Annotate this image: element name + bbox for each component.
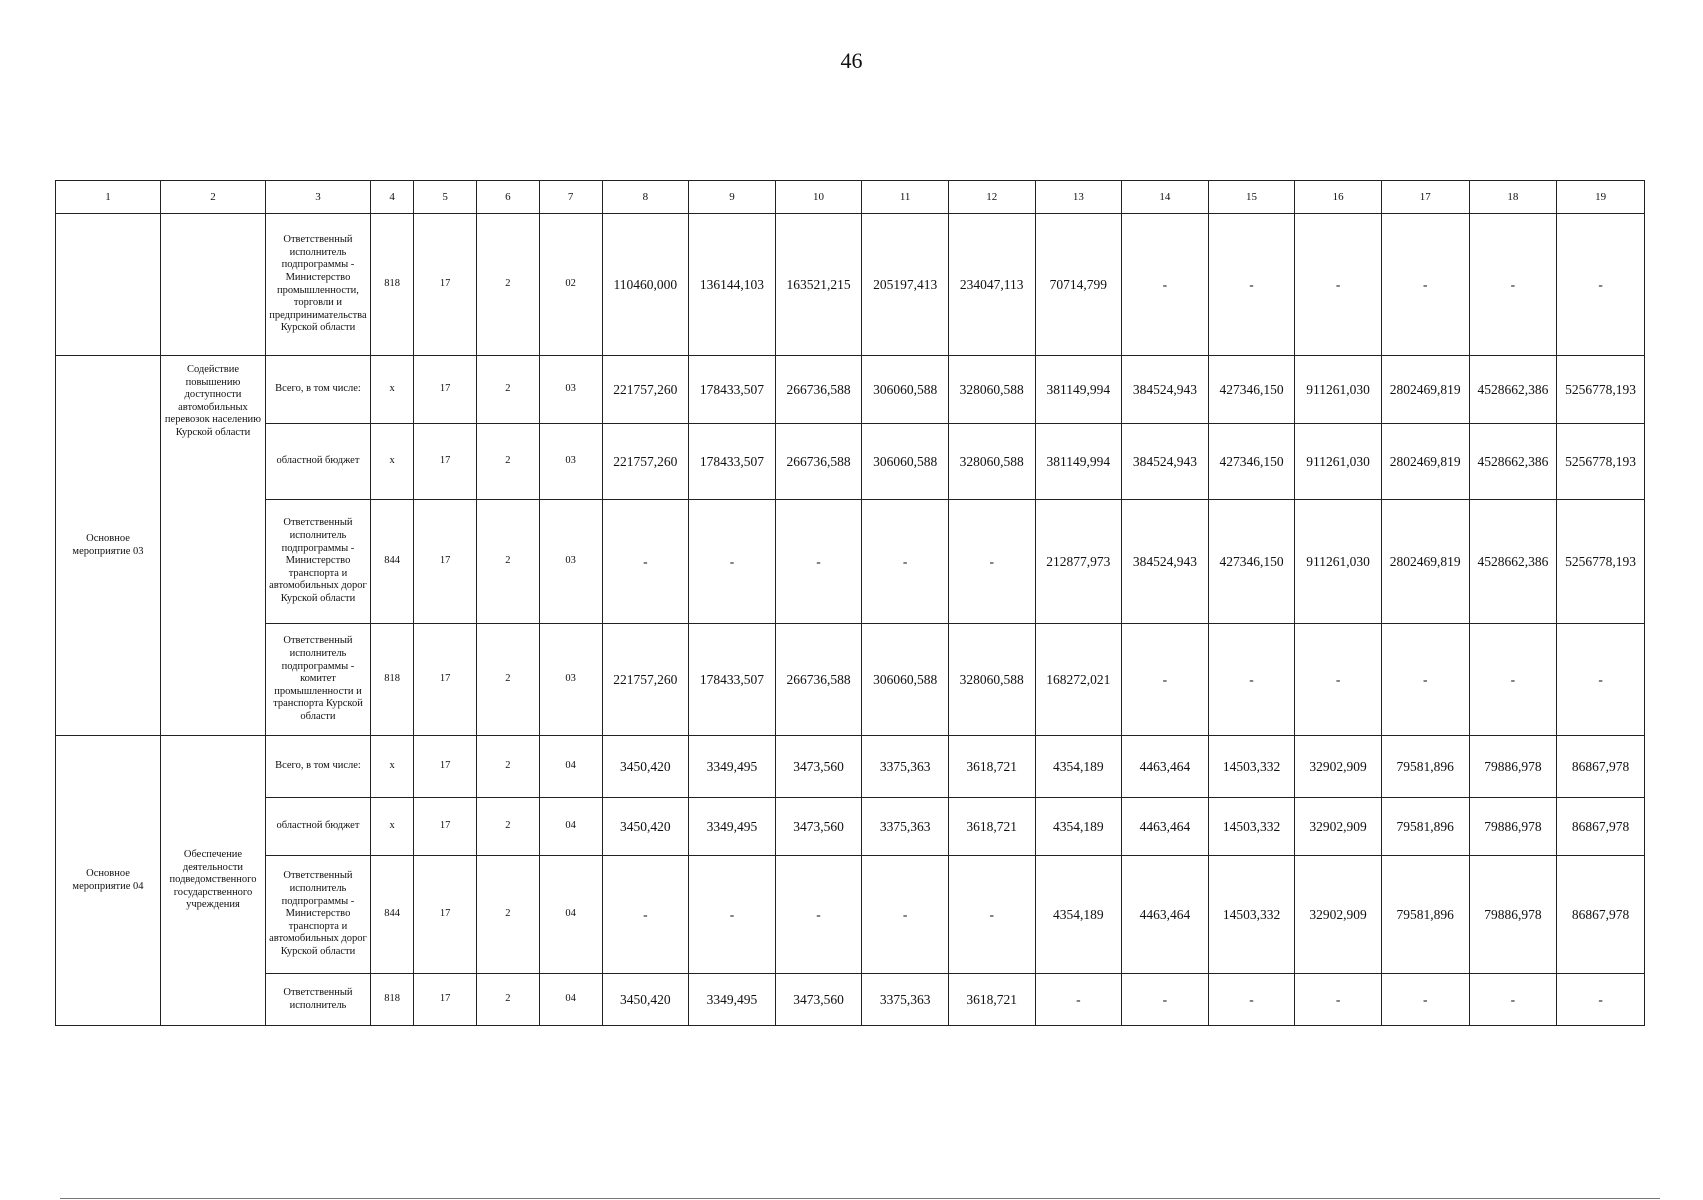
- subsection-cell: 2: [477, 798, 540, 856]
- value-cell-col-12: -: [948, 856, 1035, 974]
- item-cell: 03: [539, 624, 602, 736]
- table-row: [56, 214, 1645, 356]
- value-cell-col-15: 427346,150: [1208, 500, 1295, 624]
- column-header-16: 16: [1295, 181, 1382, 214]
- value-cell-col-11: 306060,588: [862, 424, 949, 500]
- value-cell-col-17: 79581,896: [1381, 736, 1469, 798]
- table-row: [56, 356, 1645, 424]
- value-cell-col-18: -: [1469, 974, 1557, 1026]
- value-cell-col-9: -: [689, 856, 776, 974]
- column-header-9: 9: [689, 181, 776, 214]
- value-cell-col-17: -: [1381, 214, 1469, 356]
- column-header-15: 15: [1208, 181, 1295, 214]
- value-cell-col-14: 4463,464: [1122, 798, 1209, 856]
- subsection-cell: 2: [477, 736, 540, 798]
- value-cell-col-19: 86867,978: [1557, 856, 1645, 974]
- value-cell-col-15: 427346,150: [1208, 356, 1295, 424]
- column-header-17: 17: [1381, 181, 1469, 214]
- value-cell-col-16: 911261,030: [1295, 356, 1382, 424]
- value-cell-col-19: 86867,978: [1557, 736, 1645, 798]
- value-cell-col-16: 32902,909: [1295, 798, 1382, 856]
- code-cell: х: [370, 798, 413, 856]
- value-cell-col-15: 14503,332: [1208, 798, 1295, 856]
- code-cell: х: [370, 424, 413, 500]
- value-cell-col-14: 384524,943: [1122, 356, 1209, 424]
- value-cell-col-8: 110460,000: [602, 214, 689, 356]
- value-cell-col-17: 79581,896: [1381, 798, 1469, 856]
- value-cell-col-12: -: [948, 500, 1035, 624]
- value-cell-col-15: 14503,332: [1208, 736, 1295, 798]
- value-cell-col-19: -: [1557, 624, 1645, 736]
- value-cell-col-13: 4354,189: [1035, 736, 1122, 798]
- value-cell-col-10: -: [775, 856, 862, 974]
- value-cell-col-15: 427346,150: [1208, 424, 1295, 500]
- subsection-cell: 2: [477, 974, 540, 1026]
- column-header-4: 4: [370, 181, 413, 214]
- section-cell: 17: [414, 424, 477, 500]
- item-cell: 04: [539, 856, 602, 974]
- value-cell-col-9: 3349,495: [689, 974, 776, 1026]
- page-bottom-rule: [60, 1198, 1660, 1199]
- value-cell-col-17: -: [1381, 974, 1469, 1026]
- item-cell: 04: [539, 974, 602, 1026]
- value-cell-col-12: 3618,721: [948, 736, 1035, 798]
- executor-cell: Ответственный исполнитель: [265, 974, 370, 1026]
- table-row: [56, 798, 1645, 856]
- column-header-13: 13: [1035, 181, 1122, 214]
- table-row: [56, 424, 1645, 500]
- subsection-cell: 2: [477, 214, 540, 356]
- value-cell-col-17: 2802469,819: [1381, 500, 1469, 624]
- column-header-19: 19: [1557, 181, 1645, 214]
- value-cell-col-16: -: [1295, 974, 1382, 1026]
- column-header-1: 1: [56, 181, 161, 214]
- value-cell-col-11: 205197,413: [862, 214, 949, 356]
- value-cell-col-17: -: [1381, 624, 1469, 736]
- value-cell-col-15: 14503,332: [1208, 856, 1295, 974]
- value-cell-col-8: 3450,420: [602, 974, 689, 1026]
- activity-name-cell: Основное мероприятие 03: [56, 356, 161, 736]
- code-cell: х: [370, 736, 413, 798]
- value-cell-col-18: 4528662,386: [1469, 356, 1557, 424]
- column-header-18: 18: [1469, 181, 1557, 214]
- code-cell: 818: [370, 214, 413, 356]
- value-cell-col-9: 3349,495: [689, 736, 776, 798]
- value-cell-col-13: -: [1035, 974, 1122, 1026]
- item-cell: 03: [539, 500, 602, 624]
- value-cell-col-16: 32902,909: [1295, 856, 1382, 974]
- activity-description-cell: Обеспечение деятельности подведомственного государственного учреждения: [160, 736, 265, 1026]
- value-cell-col-9: -: [689, 500, 776, 624]
- value-cell-col-19: 5256778,193: [1557, 500, 1645, 624]
- value-cell-col-12: 3618,721: [948, 974, 1035, 1026]
- value-cell-col-11: -: [862, 856, 949, 974]
- column-header-7: 7: [539, 181, 602, 214]
- code-cell: 818: [370, 974, 413, 1026]
- value-cell-col-12: 328060,588: [948, 624, 1035, 736]
- subsection-cell: 2: [477, 356, 540, 424]
- value-cell-col-13: 70714,799: [1035, 214, 1122, 356]
- executor-cell: Ответственный исполнитель подпрограммы - комитет промышленности и транспорта Курской области: [265, 624, 370, 736]
- value-cell-col-13: 212877,973: [1035, 500, 1122, 624]
- value-cell-col-11: 3375,363: [862, 736, 949, 798]
- value-cell-col-14: 384524,943: [1122, 500, 1209, 624]
- table-row: [56, 974, 1645, 1026]
- value-cell-col-18: -: [1469, 624, 1557, 736]
- value-cell-col-8: 221757,260: [602, 624, 689, 736]
- executor-cell: Ответственный исполнитель подпрограммы - Министерство транспорта и автомобильных дорог Курской области: [265, 856, 370, 974]
- item-cell: 03: [539, 356, 602, 424]
- section-cell: 17: [414, 798, 477, 856]
- value-cell-col-13: 381149,994: [1035, 356, 1122, 424]
- value-cell-col-10: -: [775, 500, 862, 624]
- value-cell-col-18: 79886,978: [1469, 736, 1557, 798]
- subsection-cell: 2: [477, 624, 540, 736]
- section-cell: 17: [414, 856, 477, 974]
- value-cell-col-19: 5256778,193: [1557, 424, 1645, 500]
- value-cell-col-9: 178433,507: [689, 356, 776, 424]
- value-cell-col-16: 911261,030: [1295, 424, 1382, 500]
- value-cell-col-8: 3450,420: [602, 736, 689, 798]
- value-cell-col-16: -: [1295, 624, 1382, 736]
- value-cell-col-18: -: [1469, 214, 1557, 356]
- value-cell-col-10: 266736,588: [775, 356, 862, 424]
- activity-name-cell: [56, 214, 161, 356]
- value-cell-col-10: 3473,560: [775, 974, 862, 1026]
- value-cell-col-12: 328060,588: [948, 424, 1035, 500]
- budget-table: [55, 180, 1645, 1026]
- value-cell-col-10: 266736,588: [775, 424, 862, 500]
- code-cell: 844: [370, 856, 413, 974]
- value-cell-col-12: 234047,113: [948, 214, 1035, 356]
- value-cell-col-14: 384524,943: [1122, 424, 1209, 500]
- value-cell-col-9: 136144,103: [689, 214, 776, 356]
- value-cell-col-8: 221757,260: [602, 356, 689, 424]
- value-cell-col-17: 2802469,819: [1381, 356, 1469, 424]
- column-header-10: 10: [775, 181, 862, 214]
- value-cell-col-13: 168272,021: [1035, 624, 1122, 736]
- executor-cell: Всего, в том числе:: [265, 736, 370, 798]
- value-cell-col-15: -: [1208, 624, 1295, 736]
- column-header-6: 6: [477, 181, 540, 214]
- subsection-cell: 2: [477, 500, 540, 624]
- value-cell-col-14: 4463,464: [1122, 736, 1209, 798]
- value-cell-col-14: -: [1122, 974, 1209, 1026]
- value-cell-col-10: 3473,560: [775, 736, 862, 798]
- value-cell-col-16: -: [1295, 214, 1382, 356]
- header-row: [56, 181, 1645, 214]
- item-cell: 04: [539, 798, 602, 856]
- column-header-3: 3: [265, 181, 370, 214]
- value-cell-col-18: 79886,978: [1469, 856, 1557, 974]
- executor-cell: Ответственный исполнитель подпрограммы - Министерство промышленности, торговли и предпринимательства Курской области: [265, 214, 370, 356]
- executor-cell: областной бюджет: [265, 798, 370, 856]
- value-cell-col-13: 381149,994: [1035, 424, 1122, 500]
- value-cell-col-12: 328060,588: [948, 356, 1035, 424]
- activity-name-cell: Основное мероприятие 04: [56, 736, 161, 1026]
- section-cell: 17: [414, 356, 477, 424]
- value-cell-col-19: 86867,978: [1557, 798, 1645, 856]
- value-cell-col-8: -: [602, 500, 689, 624]
- value-cell-col-14: 4463,464: [1122, 856, 1209, 974]
- section-cell: 17: [414, 974, 477, 1026]
- item-cell: 04: [539, 736, 602, 798]
- value-cell-col-15: -: [1208, 214, 1295, 356]
- column-header-5: 5: [414, 181, 477, 214]
- value-cell-col-13: 4354,189: [1035, 798, 1122, 856]
- value-cell-col-18: 4528662,386: [1469, 500, 1557, 624]
- executor-cell: Ответственный исполнитель подпрограммы - Министерство транспорта и автомобильных дорог Курской области: [265, 500, 370, 624]
- subsection-cell: 2: [477, 424, 540, 500]
- activity-description-cell: [160, 214, 265, 356]
- value-cell-col-17: 2802469,819: [1381, 424, 1469, 500]
- section-cell: 17: [414, 500, 477, 624]
- value-cell-col-17: 79581,896: [1381, 856, 1469, 974]
- column-header-8: 8: [602, 181, 689, 214]
- table-row: [56, 624, 1645, 736]
- table-row: [56, 500, 1645, 624]
- value-cell-col-18: 4528662,386: [1469, 424, 1557, 500]
- section-cell: 17: [414, 624, 477, 736]
- column-header-14: 14: [1122, 181, 1209, 214]
- section-cell: 17: [414, 736, 477, 798]
- value-cell-col-19: -: [1557, 974, 1645, 1026]
- value-cell-col-15: -: [1208, 974, 1295, 1026]
- value-cell-col-10: 163521,215: [775, 214, 862, 356]
- column-header-2: 2: [160, 181, 265, 214]
- value-cell-col-9: 178433,507: [689, 624, 776, 736]
- subsection-cell: 2: [477, 856, 540, 974]
- executor-cell: Всего, в том числе:: [265, 356, 370, 424]
- page-number: 46: [840, 48, 863, 73]
- value-cell-col-14: -: [1122, 214, 1209, 356]
- code-cell: х: [370, 356, 413, 424]
- value-cell-col-19: 5256778,193: [1557, 356, 1645, 424]
- item-cell: 03: [539, 424, 602, 500]
- value-cell-col-14: -: [1122, 624, 1209, 736]
- column-header-12: 12: [948, 181, 1035, 214]
- value-cell-col-10: 266736,588: [775, 624, 862, 736]
- value-cell-col-16: 911261,030: [1295, 500, 1382, 624]
- value-cell-col-19: -: [1557, 214, 1645, 356]
- value-cell-col-11: 306060,588: [862, 356, 949, 424]
- value-cell-col-11: 306060,588: [862, 624, 949, 736]
- value-cell-col-8: 221757,260: [602, 424, 689, 500]
- value-cell-col-13: 4354,189: [1035, 856, 1122, 974]
- value-cell-col-8: 3450,420: [602, 798, 689, 856]
- value-cell-col-11: 3375,363: [862, 974, 949, 1026]
- executor-cell: областной бюджет: [265, 424, 370, 500]
- budget-table-container: [55, 180, 1645, 1026]
- column-header-11: 11: [862, 181, 949, 214]
- value-cell-col-9: 3349,495: [689, 798, 776, 856]
- code-cell: 844: [370, 500, 413, 624]
- table-row: [56, 856, 1645, 974]
- value-cell-col-10: 3473,560: [775, 798, 862, 856]
- value-cell-col-16: 32902,909: [1295, 736, 1382, 798]
- value-cell-col-18: 79886,978: [1469, 798, 1557, 856]
- activity-description-cell: Содействие повышению доступности автомобильных перевозок населению Курской области: [160, 356, 265, 736]
- value-cell-col-11: 3375,363: [862, 798, 949, 856]
- value-cell-col-8: -: [602, 856, 689, 974]
- section-cell: 17: [414, 214, 477, 356]
- code-cell: 818: [370, 624, 413, 736]
- value-cell-col-11: -: [862, 500, 949, 624]
- value-cell-col-12: 3618,721: [948, 798, 1035, 856]
- item-cell: 02: [539, 214, 602, 356]
- value-cell-col-9: 178433,507: [689, 424, 776, 500]
- table-row: [56, 736, 1645, 798]
